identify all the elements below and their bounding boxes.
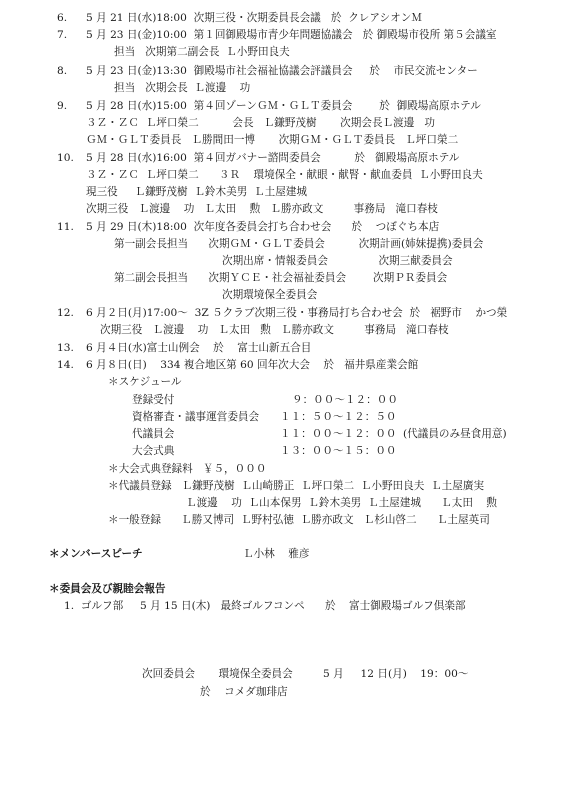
next-meeting-line-2: 於 コメダ珈琲店 xyxy=(200,686,288,698)
item-11-line-1: 5 月 29 日(木)18:00 次年度各委員会打ち合わせ会 於 つぼぐち本店 xyxy=(86,221,440,233)
item-12-line-2: 次期三役 Ｌ渡邊 功 Ｌ太田 勲 Ｌ勝亦政文 事務局 滝口春枝 xyxy=(100,324,449,336)
schedule-label-2: 資格審査・議事運営委員会 xyxy=(132,411,260,423)
item-14-line-1: 6 月８日(日) 334 複合地区第 60 回年次大会 於 福井県産業会館 xyxy=(86,359,419,371)
general-registration: ＊一般登録 Ｌ勝又博司 Ｌ野村弘徳 Ｌ勝亦政文 Ｌ杉山啓二 Ｌ土屋英司 xyxy=(108,514,490,526)
member-speech-speaker: Ｌ小林 雅彦 xyxy=(243,548,310,560)
schedule-note-3: (代議員のみ昼食用意) xyxy=(403,428,507,440)
schedule-time-4: １３：００～１５：００ xyxy=(280,445,397,457)
schedule-time-2: １１：５０～１２：５０ xyxy=(280,411,397,423)
ceremony-fee: ＊大会式典登録料 ￥５，０００ xyxy=(108,463,267,475)
schedule-label-1: 登録受付 xyxy=(132,394,175,406)
committee-report-heading: ＊委員会及び親睦会報告 xyxy=(49,583,166,595)
item-11-line-5: 次期環境保全委員会 xyxy=(222,289,318,301)
item-10-line-1: 5 月 28 日(水)16:00 第４回ガバナー諮問委員会 於 御殿場高原ホテル xyxy=(86,152,460,164)
item-9-line-1: 5 月 28 日(水)15:00 第４回ゾーンＧＭ・ＧＬＴ委員会 於 御殿場高原ホテル xyxy=(86,100,481,112)
item-10-line-2: ３Ｚ・ＺＣ Ｌ坪口榮二 ３Ｒ 環境保全・献眼・献腎・献血委員 Ｌ小野田良夫 xyxy=(86,169,483,181)
committee-report-item-1: 1. ゴルフ部 5 月 15 日(木) 最終ゴルフコンペ 於 富士御殿場ゴルフ倶楽部 xyxy=(64,600,466,612)
item-14-number: 14. xyxy=(57,359,74,371)
delegate-registration-2: Ｌ渡邊 功 Ｌ山本保男 Ｌ鈴木美男 Ｌ土屋建城 Ｌ太田 勲 xyxy=(186,497,498,509)
item-11-number: 11. xyxy=(57,221,74,233)
item-12-number: 12. xyxy=(57,307,74,319)
item-7-number: 7. xyxy=(57,29,68,41)
item-13-number: 13. xyxy=(57,342,74,354)
item-10-line-3: 現三役 Ｌ鎌野茂樹 Ｌ鈴木美男 Ｌ土屋建城 xyxy=(86,186,307,198)
item-13-line-1: 6 月４日(水)富士山例会 於 富士山新五合目 xyxy=(86,342,312,354)
member-speech-heading: ＊メンバースピーチ xyxy=(49,548,143,560)
schedule-label-3: 代議員会 xyxy=(132,428,175,440)
item-11-line-4: 第二副会長担当 次期ＹＣＥ・社会福祉委員会 次期ＰＲ委員会 xyxy=(114,272,448,284)
item-11-line-3: 次期出席・情報委員会 次期三献委員会 xyxy=(222,255,453,267)
item-8-line-2: 担当 次期会長 Ｌ渡邊 功 xyxy=(114,82,251,94)
item-9-line-3: ＧＭ・ＧＬＴ委員長 Ｌ勝間田一博 次期ＧＭ・ＧＬＴ委員長 Ｌ坪口榮二 xyxy=(86,134,459,146)
item-10-number: 10. xyxy=(57,152,74,164)
item-6-line-1: 5 月 21 日(水)18:00 次期三役・次期委員長会議 於 クレアシオンＭ xyxy=(86,12,422,24)
next-meeting-line-1: 次回委員会 環境保全委員会 5 月 12 日(月) 19：00～ xyxy=(142,668,469,680)
schedule-time-1: ９：００～１２：００ xyxy=(292,394,398,406)
item-7-line-1: 5 月 23 日(金)10:00 第１回御殿場市青少年問題協議会 於 御殿場市役所 第５会議室 xyxy=(86,29,497,41)
item-11-line-2: 第一副会長担当 次期ＧＭ・ＧＬＴ委員会 次期計画(姉妹提携)委員会 xyxy=(114,238,484,250)
item-8-line-1: 5 月 23 日(金)13:30 御殿場市社会福祉協議会評議員会 於 市民交流センター xyxy=(86,65,478,77)
item-8-number: 8. xyxy=(57,65,68,77)
item-7-line-2: 担当 次期第二副会長 Ｌ小野田良夫 xyxy=(114,46,290,58)
item-12-line-1: 6 月２日(月)17:00～ 3Z ５クラブ次期三役・事務局打ち合わせ会 於 裾野市 かつ榮 xyxy=(86,307,508,319)
delegate-registration-1: ＊代議員登録 Ｌ鎌野茂樹 Ｌ山崎勝正 Ｌ坪口榮二 Ｌ小野田良夫 Ｌ土屋廣実 xyxy=(108,480,485,492)
item-9-line-2: ３Ｚ・ＺＣ Ｌ坪口榮二 会長 Ｌ鎌野茂樹 次期会長Ｌ渡邊 功 xyxy=(86,117,436,129)
item-9-number: 9. xyxy=(57,100,68,112)
item-6-number: 6. xyxy=(57,12,68,24)
schedule-title: ＊スケジュール xyxy=(108,376,182,388)
item-10-line-4: 次期三役 Ｌ渡邊 功 Ｌ太田 勲 Ｌ勝亦政文 事務局 滝口春枝 xyxy=(86,203,438,215)
schedule-time-3: １１：００～１２：００ xyxy=(280,428,397,440)
schedule-label-4: 大会式典 xyxy=(132,445,175,457)
